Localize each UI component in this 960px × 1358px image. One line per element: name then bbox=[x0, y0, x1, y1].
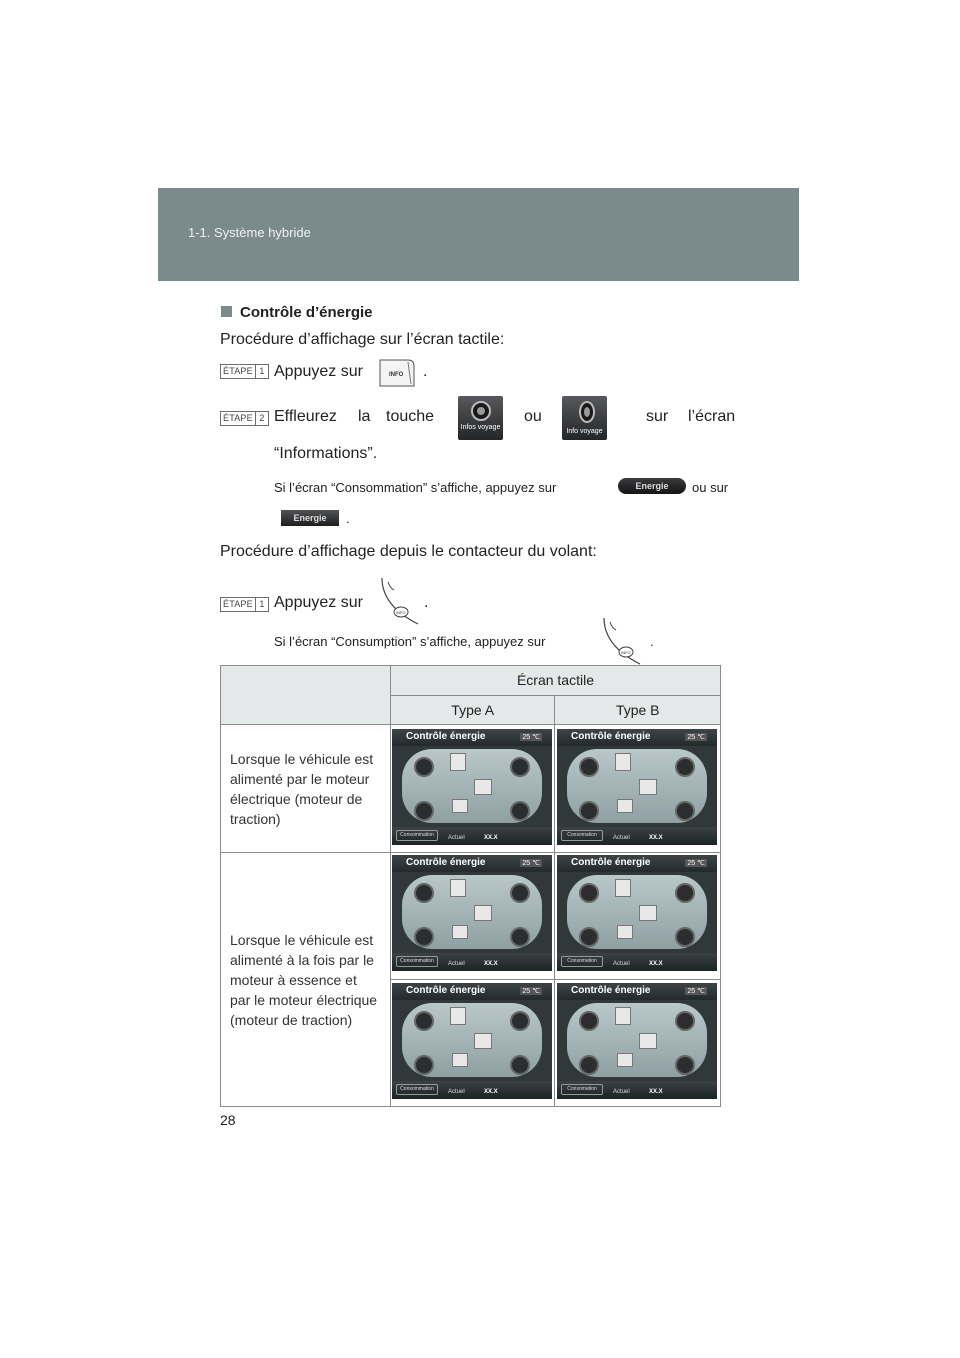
consumption-value: XX.X bbox=[649, 1089, 663, 1095]
step3-end: . bbox=[424, 594, 429, 611]
screen-title: Contrôle énergie bbox=[406, 731, 486, 742]
step-label: ÉTAPE bbox=[221, 365, 256, 378]
tire-icon bbox=[675, 757, 695, 777]
screen-title: Contrôle énergie bbox=[406, 857, 486, 868]
step2-word: la bbox=[358, 408, 371, 425]
step2-line2: “Informations”. bbox=[274, 445, 378, 462]
step-badge-2 bbox=[220, 410, 269, 428]
consommation-button: Consomation bbox=[561, 830, 603, 841]
battery-icon bbox=[474, 1033, 492, 1049]
tire-icon bbox=[579, 883, 599, 903]
motor-icon bbox=[617, 1053, 633, 1067]
table-col-type-b: Type B bbox=[555, 696, 721, 725]
step2-word: Effleurez bbox=[274, 408, 337, 425]
note-or: ou sur bbox=[692, 480, 729, 495]
section-title: 1-1. Système hybride bbox=[188, 225, 311, 240]
table-corner-cell bbox=[221, 666, 391, 725]
actuel-label: Actuel bbox=[613, 835, 630, 841]
battery-icon bbox=[639, 905, 657, 921]
heading-text: Contrôle d’énergie bbox=[240, 304, 373, 321]
energy-monitor-screenshot bbox=[392, 855, 552, 971]
tire-icon bbox=[414, 883, 434, 903]
tire-icon bbox=[414, 927, 434, 947]
motor-icon bbox=[617, 799, 633, 813]
actuel-label: Actuel bbox=[613, 961, 630, 967]
consommation-button: Consommation bbox=[396, 830, 438, 841]
info-voyage-b-icon: Info voyage bbox=[562, 396, 607, 440]
consumption-value: XX.X bbox=[484, 1089, 498, 1095]
row1-label bbox=[221, 725, 391, 853]
tire-icon bbox=[510, 1055, 530, 1075]
consommation-button: Consommation bbox=[396, 956, 438, 967]
consommation-button: Consomation bbox=[561, 1084, 603, 1095]
battery-icon bbox=[474, 779, 492, 795]
note2-end: . bbox=[650, 634, 654, 649]
step-number: 2 bbox=[259, 413, 265, 424]
tire-icon bbox=[414, 757, 434, 777]
consumption-value: XX.X bbox=[649, 961, 663, 967]
tire-icon bbox=[579, 1011, 599, 1031]
steering-wheel-switch-icon bbox=[600, 616, 644, 666]
infos-voyage-a-icon: Infos voyage bbox=[458, 396, 503, 440]
square-bullet-icon bbox=[221, 306, 232, 317]
consommation-button: Consommation bbox=[396, 1084, 438, 1095]
step3-text: Appuyez sur bbox=[274, 594, 363, 611]
tire-icon bbox=[675, 883, 695, 903]
row2-label bbox=[221, 853, 391, 1107]
tire-icon bbox=[675, 1011, 695, 1031]
actuel-label: Actuel bbox=[613, 1089, 630, 1095]
battery-icon bbox=[639, 779, 657, 795]
tire-icon bbox=[579, 927, 599, 947]
screen-title: Contrôle énergie bbox=[571, 985, 651, 996]
row1-label-text: Lorsque le véhicule est alimenté par le moteur électrique (moteur de traction) bbox=[230, 750, 374, 827]
table-group-header: Écran tactile bbox=[390, 666, 720, 696]
engine-icon bbox=[450, 1007, 466, 1025]
row2-label-text: Lorsque le véhicule est alimenté à la fois par le moteur à essence et par le moteur électrique (moteur de traction) bbox=[230, 931, 378, 1028]
step-badge-3 bbox=[220, 596, 269, 614]
energy-monitor-screenshot bbox=[392, 983, 552, 1099]
actuel-label: Actuel bbox=[448, 961, 465, 967]
energie-rect-button-icon: Energie bbox=[281, 510, 339, 526]
step-number: 1 bbox=[259, 599, 265, 610]
screen-temp: 25 ℃ bbox=[687, 734, 705, 741]
energy-monitor-screenshot bbox=[557, 983, 717, 1099]
screen-title: Contrôle énergie bbox=[406, 985, 486, 996]
step2-word: touche bbox=[386, 408, 435, 425]
actuel-label: Actuel bbox=[448, 835, 465, 841]
tire-icon bbox=[510, 883, 530, 903]
section-heading bbox=[221, 304, 373, 321]
step-label: ÉTAPE bbox=[221, 598, 256, 611]
motor-icon bbox=[452, 799, 468, 813]
step1-text: Appuyez sur bbox=[274, 363, 363, 380]
consumption-value: XX.X bbox=[484, 835, 498, 841]
tire-icon bbox=[414, 1055, 434, 1075]
note-end: . bbox=[346, 511, 350, 526]
screen-temp: 25 ℃ bbox=[522, 734, 540, 741]
note-consommation: Si l’écran “Consommation” s’affiche, appuyez sur bbox=[274, 480, 557, 495]
note-consumption: Si l’écran “Consumption” s’affiche, appuyez sur bbox=[274, 634, 546, 649]
screen-temp: 25 ℃ bbox=[522, 988, 540, 995]
step-label: ÉTAPE bbox=[221, 412, 256, 425]
consumption-value: XX.X bbox=[484, 961, 498, 967]
tire-icon bbox=[562, 396, 607, 426]
energy-monitor-screenshot bbox=[557, 729, 717, 845]
tire-icon bbox=[510, 801, 530, 821]
engine-icon bbox=[615, 1007, 631, 1025]
tire-icon bbox=[458, 396, 503, 426]
screen-temp: 25 ℃ bbox=[522, 860, 540, 867]
screen-title: Contrôle énergie bbox=[571, 857, 651, 868]
tire-icon bbox=[414, 1011, 434, 1031]
tire-icon bbox=[675, 801, 695, 821]
tire-icon bbox=[579, 757, 599, 777]
screen-title: Contrôle énergie bbox=[571, 731, 651, 742]
svg-text:INFO: INFO bbox=[389, 372, 404, 378]
tire-icon bbox=[414, 801, 434, 821]
procedure-touch: Procédure d’affichage sur l’écran tactile: bbox=[220, 331, 505, 348]
svg-text:INFO: INFO bbox=[396, 610, 406, 615]
energie-pill-button-icon: Energie bbox=[618, 478, 686, 494]
engine-icon bbox=[615, 753, 631, 771]
battery-icon bbox=[474, 905, 492, 921]
screen-temp: 25 ℃ bbox=[687, 860, 705, 867]
tire-icon bbox=[510, 757, 530, 777]
table-col-type-a: Type A bbox=[390, 696, 555, 725]
page-number: 28 bbox=[220, 1112, 236, 1128]
step-badge-1 bbox=[220, 363, 269, 381]
consommation-button: Consomation bbox=[561, 956, 603, 967]
step2-word: l’écran bbox=[688, 408, 736, 425]
actuel-label: Actuel bbox=[448, 1089, 465, 1095]
consumption-value: XX.X bbox=[649, 835, 663, 841]
battery-icon bbox=[639, 1033, 657, 1049]
svg-text:INFO: INFO bbox=[621, 650, 631, 655]
section-header bbox=[158, 188, 799, 281]
step2-ou: ou bbox=[524, 408, 542, 425]
motor-icon bbox=[452, 925, 468, 939]
tire-icon bbox=[579, 801, 599, 821]
engine-icon bbox=[450, 753, 466, 771]
step1-end: . bbox=[423, 363, 428, 380]
step2-word: sur bbox=[646, 408, 669, 425]
steering-wheel-switch-icon bbox=[378, 576, 422, 626]
tire-icon bbox=[579, 1055, 599, 1075]
energy-monitor-screenshot bbox=[557, 855, 717, 971]
engine-icon bbox=[615, 879, 631, 897]
engine-icon bbox=[450, 879, 466, 897]
tire-icon bbox=[675, 927, 695, 947]
info-button-icon bbox=[378, 358, 416, 388]
tire-icon bbox=[510, 927, 530, 947]
screen-temp: 25 ℃ bbox=[687, 988, 705, 995]
tire-icon bbox=[510, 1011, 530, 1031]
step-number: 1 bbox=[259, 366, 265, 377]
motor-icon bbox=[617, 925, 633, 939]
tire-icon bbox=[675, 1055, 695, 1075]
motor-icon bbox=[452, 1053, 468, 1067]
energy-monitor-screenshot bbox=[392, 729, 552, 845]
procedure-wheel: Procédure d’affichage depuis le contacteur du volant: bbox=[220, 543, 597, 560]
